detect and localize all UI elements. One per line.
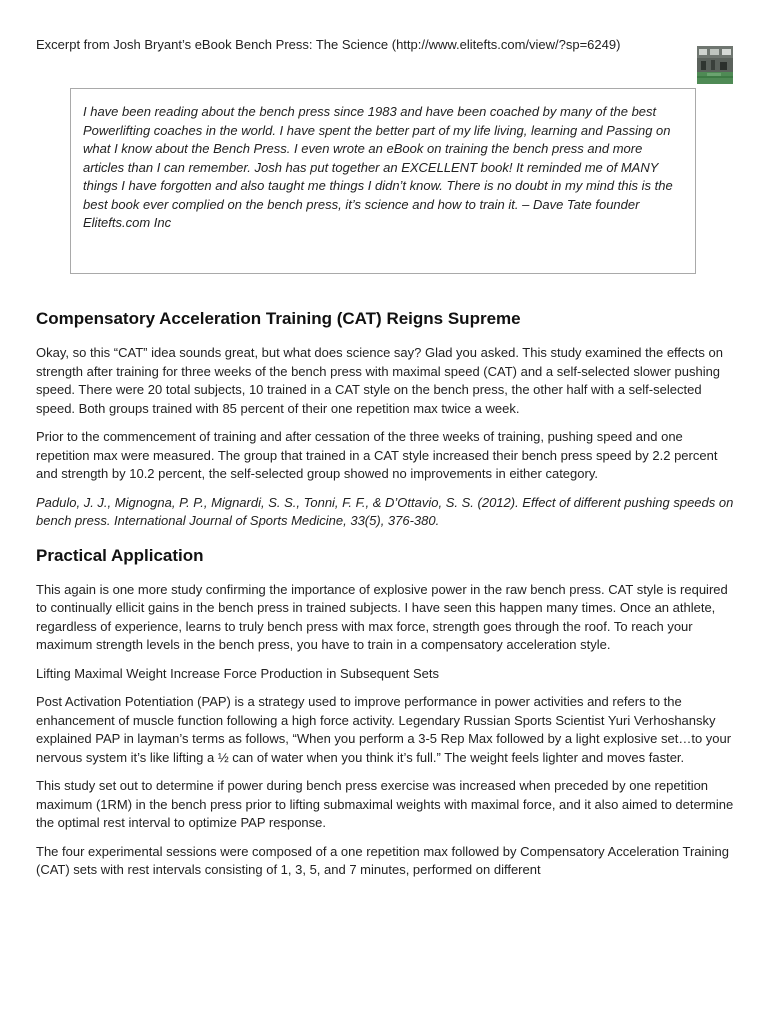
article-body <box>36 308 736 890</box>
gym-thumbnail-graphic <box>697 46 733 84</box>
pap-subheading: Lifting Maximal Weight Increase Force Production in Subsequent Sets <box>36 665 439 681</box>
practical-paragraph-1: This again is one more study confirming the importance of explosive power in the raw bench press. CAT style is required to continually ellicit gains in the bench press in trained subjects. I have seen this happen many times. Once an athlete, regardless of experience, learns to truly bench press with max force, strength goes through the roof. To reach your maximum strength levels in the bench press, you have to train in a compensatory acceleration style. <box>36 581 728 652</box>
cat-paragraph-1: Okay, so this “CAT” idea sounds great, but what does science say? Glad you asked. This study examined the effects on strength after training for three weeks of the bench press with maximal speed (CAT) and a self-selected slower pushing speed. There were 20 total subjects, 10 trained in a CAT style on the bench press, the other half with a self-selected speed. Both groups trained with 85 percent of their one repetition max twice a week. <box>36 345 723 416</box>
pap-paragraph-3: The four experimental sessions were composed of a one repetition max followed by Compensatory Acceleration Training (CAT) sets with rest intervals consisting of 1, 3, 5, and 7 minutes, performed on different <box>36 843 729 877</box>
gym-thumbnail-image <box>697 46 733 84</box>
cat-paragraph-2: Prior to the commencement of training and after cessation of the three weeks of training, pushing speed and one repetition max were measured. The group that trained in a CAT style increased their bench press speed by 2.2 percent and strength by 10.2 percent, the self-selected group showed no improvements in either category. <box>36 429 718 481</box>
testimonial-quote-text: I have been reading about the bench press since 1983 and have been coached by many of the best Powerlifting coaches in the world. I have spent the better part of my life living, learning and Passing on what I know about the Bench Press. I even wrote an eBook on training the bench press and more articles than I can remember. Josh has put together an EXCELLENT book! It reminded me of MANY things I have forgotten and also taught me things I didn’t know. There is no doubt in my mind this is the best book ever complied on the bench press, it’s science and how to train it. – Dave Tate founder Elitefts.com Inc <box>83 104 673 230</box>
practical-application-heading: Practical Application <box>36 545 204 565</box>
cat-section-heading: Compensatory Acceleration Training (CAT) Reigns Supreme <box>36 309 521 328</box>
pap-paragraph-1: Post Activation Potentiation (PAP) is a strategy used to improve performance in power activities and refers to the enhancement of muscle function following a high force activity. Legendary Russian Sports Scientist Yuri Verhoshansky explained PAP in layman’s terms as follows, “When you perform a 3-5 Rep Max followed by a light explosive set…to your nervous system it’s like lifting a ½ can of water when you think it’s full.” The weight feels lighter and moves faster. <box>36 694 732 765</box>
testimonial-quote-box <box>70 88 696 274</box>
excerpt-source-line: Excerpt from Josh Bryant’s eBook Bench Press: The Science (http://www.elitefts.com/view/?sp=6249) <box>36 37 621 52</box>
cat-study-citation: Padulo, J. J., Mignogna, P. P., Mignardi, S. S., Tonni, F. F., & D’Ottavio, S. S. (2012). Effect of different pushing speeds on bench press. International Journal of Sports Medicine, 33(5), 376-380. <box>36 494 734 528</box>
pap-paragraph-2: This study set out to determine if power during bench press exercise was increased when preceded by one repetition maximum (1RM) in the bench press prior to lifting submaximal weights with maximal force, and it also aimed to determine the optimal rest interval to optimize PAP response. <box>36 778 734 830</box>
